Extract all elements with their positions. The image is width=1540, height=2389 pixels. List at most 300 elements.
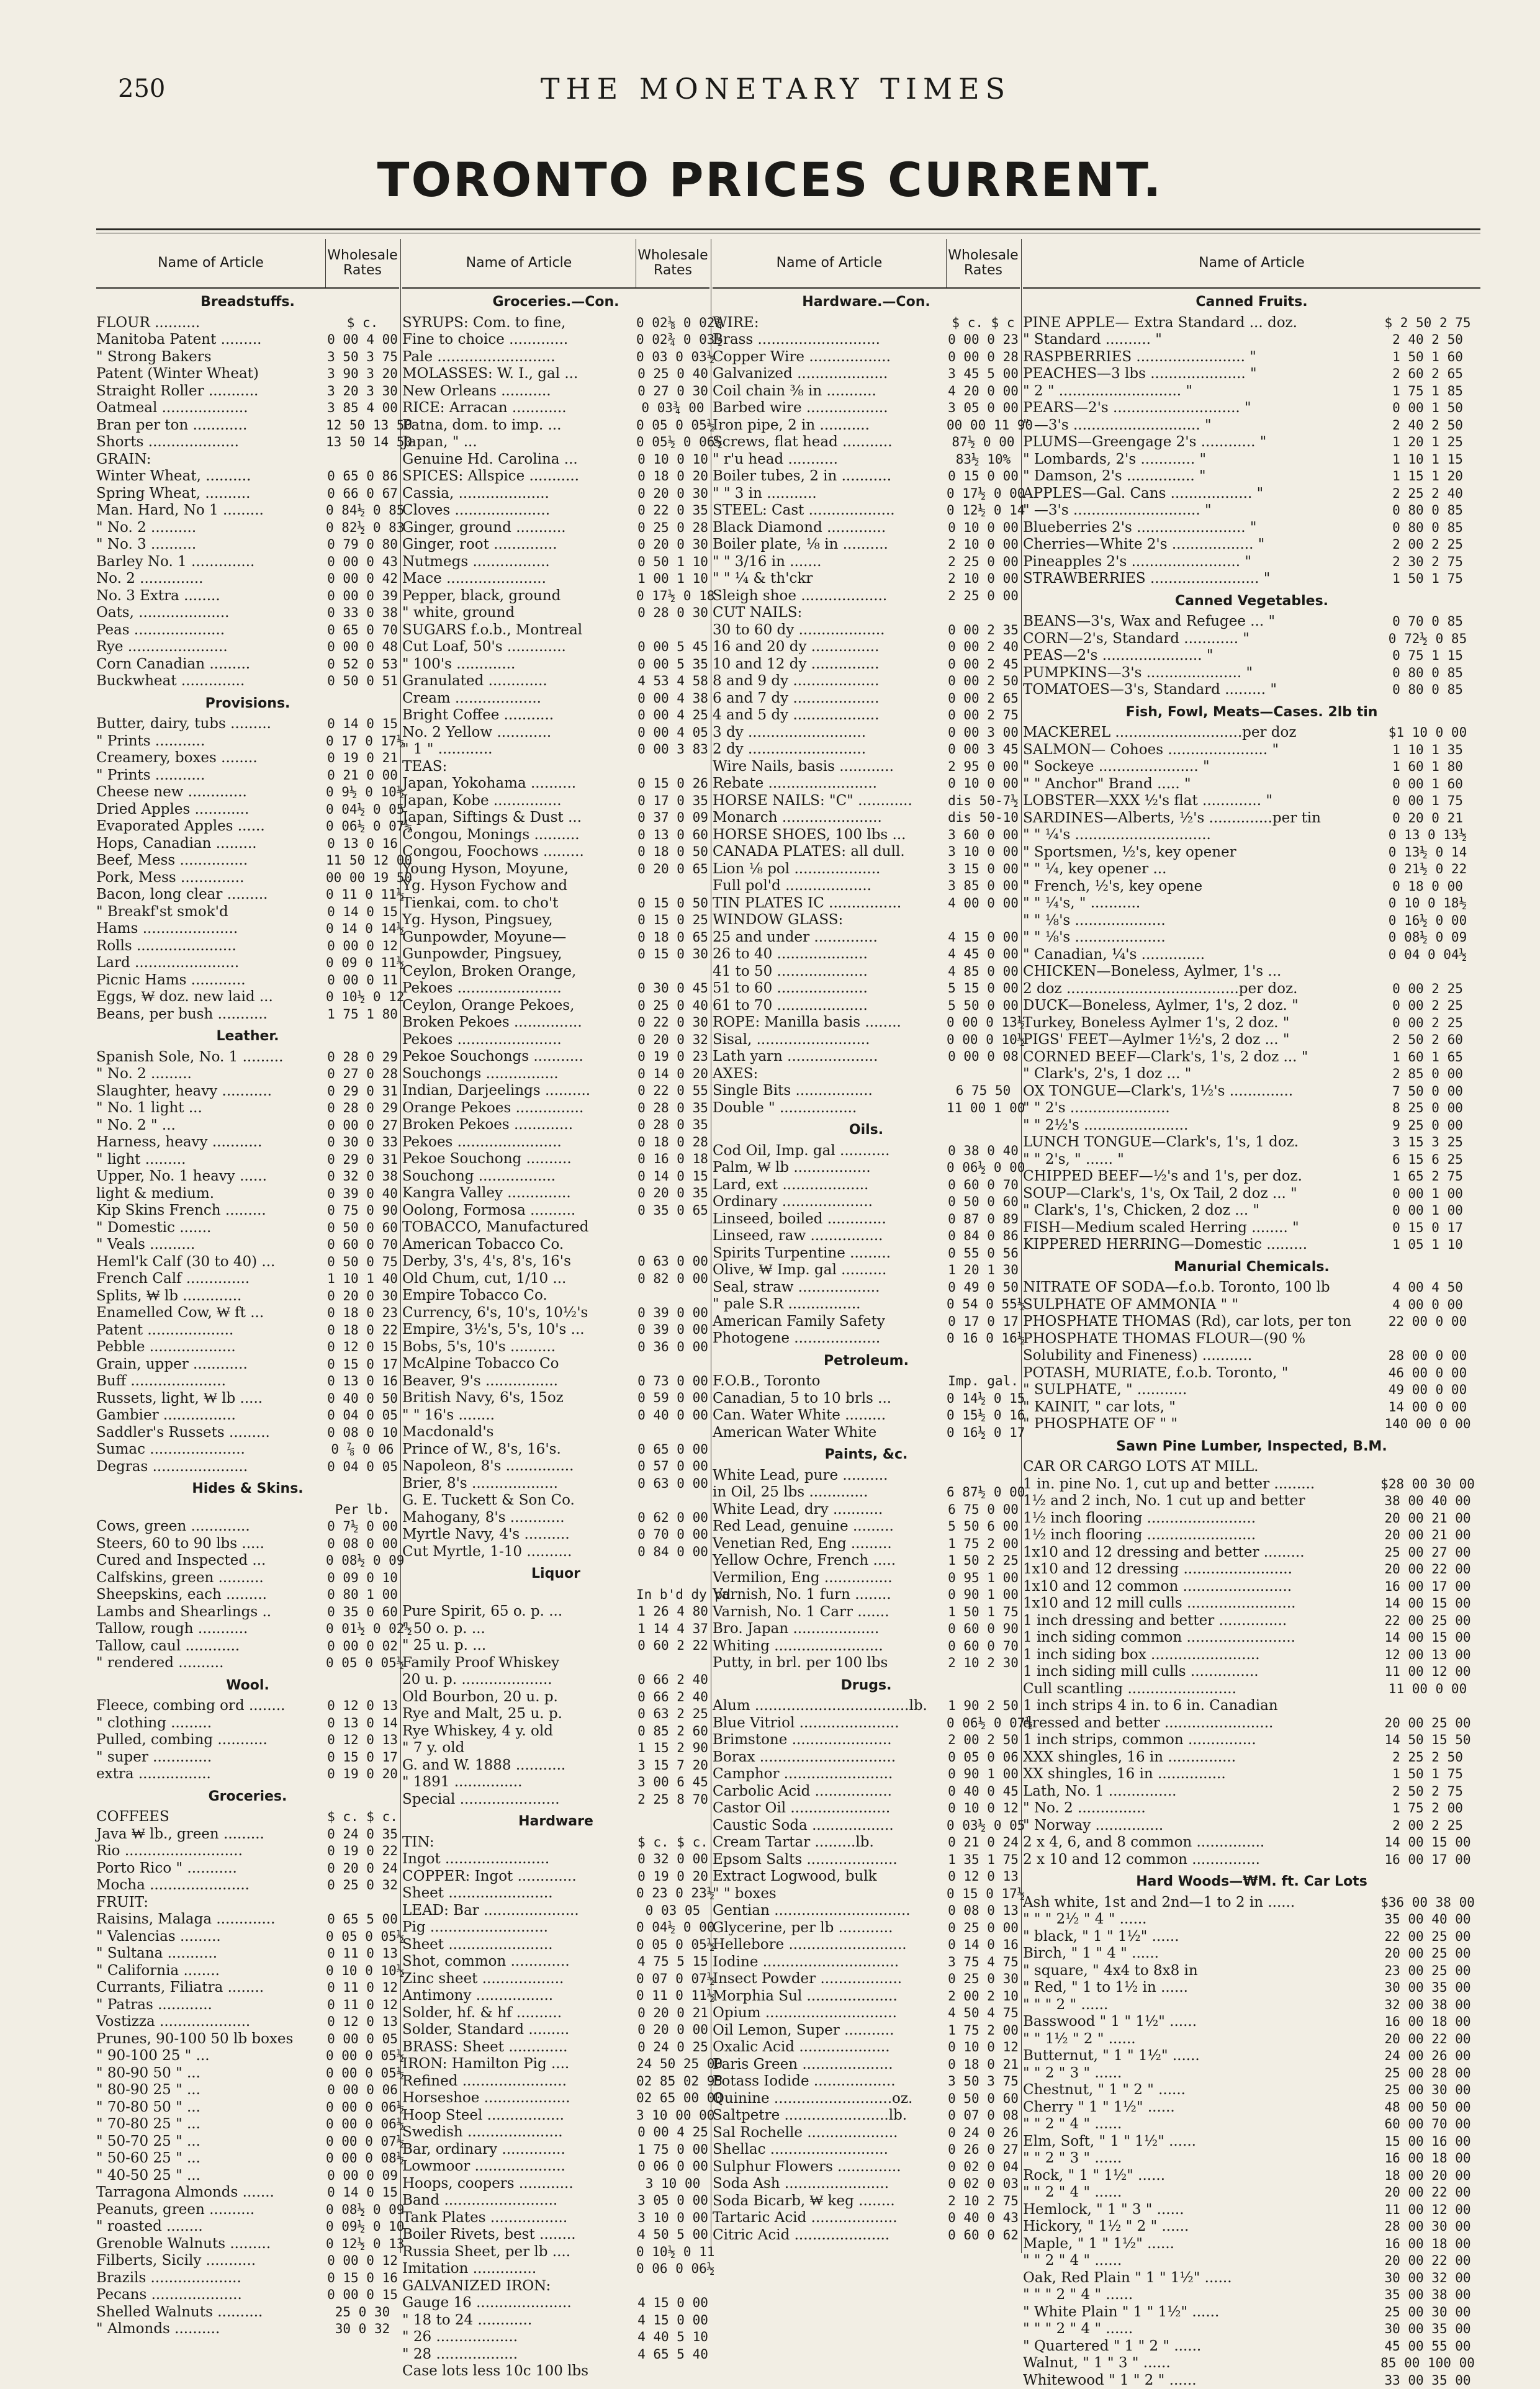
article-name: Filberts, Sicily ........... <box>96 2252 326 2270</box>
article-rate: 3 10 00 <box>636 2175 709 2193</box>
article-rate: 4 50 4 75 <box>947 2005 1020 2022</box>
article-name: Pure Spirit, 65 o. p. ... <box>402 1603 636 1621</box>
article-name: " " 2½'s ....................... <box>1023 1117 1375 1135</box>
article-name: " 40-50 25 " ... <box>96 2167 326 2185</box>
article-name: American Tobacco Co. <box>402 1236 636 1254</box>
article-rate: 1 05 1 10 <box>1375 1236 1480 1254</box>
article-name: " French, ½'s, key opene <box>1023 878 1375 896</box>
article-name: Cherry " 1 " 1½" ...... <box>1023 2099 1375 2117</box>
article-name: Spring Wheat, .......... <box>96 485 326 503</box>
article-rate: 0 19 0 23 <box>636 1048 709 1066</box>
price-row <box>402 997 709 1015</box>
name-header: Name of Article <box>402 254 636 272</box>
price-row <box>96 349 399 366</box>
article-name: " " 3/16 in ....... <box>713 554 947 571</box>
article-name: " r'u head ........... <box>713 451 947 469</box>
column-4-list <box>1023 294 1480 2389</box>
price-row <box>713 1262 1020 1279</box>
article-rate: 0 17 0 17 <box>947 1313 1020 1331</box>
article-name: " Red, " 1 to 1½ in ...... <box>1023 1979 1375 1997</box>
article-name: Glycerine, per lb ............ <box>713 1920 947 1937</box>
article-name: PLUMS—Greengage 2's ............ " <box>1023 434 1375 451</box>
price-row <box>402 1253 709 1271</box>
price-row <box>1023 417 1480 434</box>
article-rate: 1 60 1 80 <box>1375 758 1480 776</box>
article-rate: 0 04½ 0 05 <box>326 801 399 819</box>
article-rate: 0 80 0 85 <box>1375 682 1480 699</box>
price-row <box>402 331 709 349</box>
article-name: Ceylon, Orange Pekoes, <box>402 997 636 1015</box>
price-row <box>713 2125 1020 2142</box>
article-name: 1 inch siding mill culls ............... <box>1023 1663 1375 1681</box>
article-rate: 1 15 2 90 <box>636 1740 709 1757</box>
article-rate: 8 25 0 00 <box>1375 1100 1480 1117</box>
article-rate: 0 00 4 00 <box>326 331 399 349</box>
article-name: CANADA PLATES: all dull. <box>713 844 947 861</box>
article-name: Solubility and Fineness) ........... <box>1023 1347 1375 1365</box>
price-row <box>713 383 1020 400</box>
article-rate: 0 20 0 65 <box>636 861 709 878</box>
price-row <box>1023 963 1480 981</box>
article-name: " clothing ......... <box>96 1715 326 1732</box>
article-rate: 0 50 0 75 <box>326 1254 399 1271</box>
price-row <box>713 1570 1020 1587</box>
article-rate: 0 02¾ 0 03½ <box>636 331 709 349</box>
article-name: Kangra Valley .............. <box>402 1185 636 1202</box>
article-name: Caustic Soda .................. <box>713 1817 947 1835</box>
article-rate: 0 14 0 16 <box>947 1937 1020 1954</box>
article-rate: 0 87 0 89 <box>947 1211 1020 1228</box>
article-name: CORNED BEEF—Clark's, 1's, 2 doz ... " <box>1023 1049 1375 1066</box>
article-name: Heml'k Calf (30 to 40) ... <box>96 1254 326 1271</box>
article-rate: 30 0 32 <box>326 2321 399 2338</box>
article-rate: 4 00 4 50 <box>1375 1279 1480 1297</box>
article-rate: 0 09 0 11½ <box>326 955 399 972</box>
price-row <box>1023 1851 1480 1869</box>
article-name: CUT NAILS: <box>713 605 947 622</box>
price-row <box>713 2022 1020 2040</box>
article-name: 51 to 60 .................... <box>713 980 947 997</box>
article-rate: 0 63 0 00 <box>636 1475 709 1493</box>
article-name: Cherries—White 2's .................. " <box>1023 536 1375 554</box>
price-row <box>713 1604 1020 1621</box>
price-row <box>96 434 399 451</box>
article-rate: 0 82½ 0 83 <box>326 520 399 537</box>
price-row <box>1023 827 1480 844</box>
article-name: Butter, dairy, tubs ......... <box>96 716 326 733</box>
article-rate: 30 00 35 00 <box>1375 1979 1480 1997</box>
price-row <box>402 1851 709 1868</box>
article-name: " 70-80 25 " ... <box>96 2116 326 2133</box>
column-header <box>402 239 709 289</box>
price-row <box>402 451 709 469</box>
price-row <box>713 400 1020 417</box>
article-rate: 0 10 0 10 <box>636 451 709 469</box>
article-name: PEAS—2's ...................... " <box>1023 647 1375 665</box>
article-rate: 0 23 0 23½ <box>636 1885 709 1902</box>
article-name: Rye and Malt, 25 u. p. <box>402 1706 636 1723</box>
price-row <box>402 1740 709 1757</box>
article-name: Sleigh shoe ................... <box>713 588 947 605</box>
price-row <box>1023 1117 1480 1135</box>
article-name: Brazils .................... <box>96 2270 326 2287</box>
article-name: 8 and 9 dy ................... <box>713 673 947 690</box>
price-row <box>96 1441 399 1459</box>
price-row <box>713 1715 1020 1732</box>
article-name: Cows, green ............. <box>96 1518 326 1536</box>
price-row <box>402 1151 709 1168</box>
article-name: Cheese new ............. <box>96 784 326 801</box>
article-rate: 0 15 0 17 <box>326 1749 399 1766</box>
article-name: No. 2 .............. <box>96 570 326 588</box>
price-row <box>713 434 1020 451</box>
column-divider <box>400 239 401 2253</box>
article-name: Vostizza .................... <box>96 2013 326 2031</box>
article-rate: 0 03 05 <box>636 1902 709 1920</box>
article-rate: 4 00 0 00 <box>947 895 1020 912</box>
article-name: Castor Oil ...................... <box>713 1800 947 1817</box>
article-name: FISH—Medium scaled Herring ........ " <box>1023 1220 1375 1237</box>
article-name: XX shingles, 16 in ............... <box>1023 1766 1375 1783</box>
article-rate: 0 03¾ 00 <box>636 400 709 417</box>
price-row <box>1023 2082 1480 2099</box>
article-name: Camphor ........................ <box>713 1766 947 1783</box>
price-row <box>713 1228 1020 1245</box>
section-heading: Provisions. <box>96 695 399 713</box>
article-rate: 20 00 22 00 <box>1375 2031 1480 2048</box>
section-heading: Petroleum. <box>713 1352 1020 1370</box>
article-rate: 0 15 0 26 <box>636 775 709 793</box>
article-name: Derby, 3's, 4's, 8's, 16's <box>402 1253 636 1271</box>
price-row <box>713 1177 1020 1194</box>
article-name: Slaughter, heavy ........... <box>96 1083 326 1100</box>
article-rate: In b'd dy pd <box>636 1586 709 1604</box>
article-rate: 0 12 0 13 <box>326 1732 399 1749</box>
article-name: " black, " 1 " 1½" ...... <box>1023 1928 1375 1946</box>
price-row <box>713 1886 1020 1903</box>
price-row <box>713 1390 1020 1408</box>
price-row <box>713 554 1020 571</box>
price-row <box>713 588 1020 605</box>
price-row <box>402 2073 709 2090</box>
article-rate: 0 00 0 48 <box>326 639 399 656</box>
price-row <box>96 1322 399 1339</box>
article-name: " 26 .................. <box>402 2329 636 2346</box>
article-name: GRAIN: <box>96 451 326 469</box>
article-rate: 38 00 40 00 <box>1375 1493 1480 1510</box>
price-row <box>1023 647 1480 665</box>
price-row <box>96 570 399 588</box>
article-name: " " 2 " 4 " ...... <box>1023 2116 1375 2133</box>
article-rate: 0 10 0 10½ <box>326 1963 399 1980</box>
article-rate: 0 21 0 00 <box>326 767 399 785</box>
article-name: Red Lead, genuine ......... <box>713 1518 947 1536</box>
article-name: Sulphur Flowers .............. <box>713 2159 947 2176</box>
article-rate: 0 57 0 00 <box>636 1458 709 1475</box>
price-row <box>713 1698 1020 1715</box>
article-name: BEANS—3's, Wax and Refugee ... " <box>1023 613 1375 631</box>
article-rate: 0 00 0 28 <box>947 349 1020 366</box>
article-name: 1½ inch flooring ........................ <box>1023 1510 1375 1527</box>
article-name: Maple, " 1 " 1½" ...... <box>1023 2236 1375 2253</box>
article-rate: 3 15 7 20 <box>636 1757 709 1775</box>
price-row <box>1023 2372 1480 2389</box>
article-name: " 50-70 25 " ... <box>96 2133 326 2151</box>
price-row <box>713 963 1020 981</box>
price-row <box>402 2039 709 2056</box>
article-rate: 1 75 2 00 <box>947 1536 1020 1553</box>
column-header <box>96 239 399 289</box>
section-heading: Wool. <box>96 1677 399 1694</box>
price-row <box>1023 2150 1480 2167</box>
price-row <box>402 1066 709 1083</box>
article-rate: 22 00 25 00 <box>1375 1613 1480 1630</box>
article-rate: 0 22 0 55 <box>636 1082 709 1100</box>
price-row <box>1023 2013 1480 2031</box>
price-row <box>402 2312 709 2329</box>
price-row <box>402 639 709 656</box>
article-rate: 83½ 10% <box>947 451 1020 469</box>
price-row <box>1023 1629 1480 1647</box>
article-name: Corn Canadian ......... <box>96 656 326 673</box>
price-row <box>1023 1236 1480 1254</box>
price-row <box>402 1390 709 1407</box>
article-name: Iodine .............................. <box>713 1954 947 1971</box>
article-name: Cassia, .................... <box>402 485 636 503</box>
article-name: Porto Rico " ........... <box>96 1860 326 1878</box>
article-rate: 1 15 1 20 <box>1375 468 1480 485</box>
page-header <box>93 70 1459 107</box>
article-rate: 0 20 0 30 <box>326 1288 399 1305</box>
article-name: Beaver, 9's ................ <box>402 1373 636 1390</box>
article-name: Macdonald's <box>402 1424 636 1441</box>
article-name: STRAWBERRIES ........................ " <box>1023 570 1375 588</box>
price-row <box>713 1868 1020 1886</box>
article-name: " Norway ............... <box>1023 1817 1375 1835</box>
article-rate: 0 00 2 45 <box>947 656 1020 673</box>
section-heading: Hard Woods—₩M. ft. Car Lots <box>1023 1873 1480 1891</box>
price-row <box>96 801 399 819</box>
price-row <box>96 2184 399 2202</box>
article-rate: 0 11 0 12 <box>326 1979 399 1997</box>
article-rate: 4 20 0 00 <box>947 383 1020 400</box>
price-row <box>713 1834 1020 1851</box>
article-name: Elm, Soft, " 1 " 1½" ...... <box>1023 2133 1375 2151</box>
article-name: SYRUPS: Com. to fine, <box>402 315 636 332</box>
section-heading: Manurial Chemicals. <box>1023 1259 1480 1276</box>
article-rate: 0 17½ 0 00 <box>947 485 1020 503</box>
price-row <box>96 1220 399 1237</box>
article-rate: 0 14 0 20 <box>636 1066 709 1083</box>
price-row <box>713 1159 1020 1177</box>
article-rate: 0 70 0 00 <box>636 1526 709 1544</box>
article-name: Orange Pekoes ............... <box>402 1100 636 1117</box>
article-rate: 0 16 0 18 <box>636 1151 709 1168</box>
price-row <box>713 2107 1020 2125</box>
article-rate: 0 60 0 70 <box>947 1177 1020 1194</box>
article-name: Currants, Filiatra ........ <box>96 1979 326 1997</box>
price-row <box>1023 1963 1480 1980</box>
article-rate: 2 95 0 00 <box>947 758 1020 776</box>
article-rate: 0 30 0 33 <box>326 1134 399 1151</box>
article-name: Mace ...................... <box>402 570 636 588</box>
price-row <box>402 2346 709 2364</box>
article-rate: 0 24 0 26 <box>947 2125 1020 2142</box>
article-name: PHOSPHATE THOMAS (Rd), car lots, per ton <box>1023 1313 1375 1331</box>
article-rate: 1 50 1 75 <box>1375 1766 1480 1783</box>
article-name: 2 doz ......................................per doz. <box>1023 981 1375 998</box>
article-rate: 2 25 2 50 <box>1375 1749 1480 1766</box>
article-rate: 0 20 0 21 <box>1375 810 1480 827</box>
page-title: TORONTO PRICES CURRENT. <box>0 152 1540 207</box>
article-rate: 25 00 30 00 <box>1375 2082 1480 2099</box>
article-rate: 3 45 5 00 <box>947 366 1020 383</box>
article-name: " Lombards, 2's ............ " <box>1023 451 1375 469</box>
article-rate: $36 00 38 00 <box>1375 1894 1480 1912</box>
price-row <box>713 2141 1020 2159</box>
price-row <box>1023 1220 1480 1237</box>
article-name: IRON: Hamilton Pig .... <box>402 2056 636 2073</box>
article-name: Epsom Salts .................... <box>713 1851 947 1869</box>
article-name: PEACHES—3 lbs ..................... " <box>1023 366 1375 383</box>
article-name: Photogene ................... <box>713 1330 947 1347</box>
article-rate: 0 13 0 60 <box>636 827 709 844</box>
price-row <box>96 2321 399 2338</box>
article-rate: 0 15 0 25 <box>636 912 709 929</box>
price-row <box>713 1655 1020 1672</box>
page-number: 250 <box>118 74 165 103</box>
article-name: Evaporated Apples ...... <box>96 818 326 835</box>
price-row <box>402 775 709 793</box>
article-name: Canadian, 5 to 10 brls ... <box>713 1390 947 1408</box>
article-name: Patna, dom. to imp. ... <box>402 417 636 434</box>
price-row <box>402 1603 709 1621</box>
price-row <box>713 536 1020 554</box>
price-row <box>713 912 1020 929</box>
price-row <box>713 741 1020 758</box>
price-row <box>1023 793 1480 810</box>
article-name: " White Plain " 1 " 1½" ...... <box>1023 2304 1375 2321</box>
column-1 <box>96 239 399 2253</box>
article-rate: 0 28 0 29 <box>326 1100 399 1117</box>
price-row <box>713 2056 1020 2074</box>
price-row <box>1023 1698 1480 1715</box>
article-rate: 0 25 0 32 <box>326 1877 399 1894</box>
article-rate: 0 40 0 43 <box>947 2210 1020 2227</box>
article-rate: 1 14 4 37 <box>636 1621 709 1638</box>
price-row <box>1023 1663 1480 1681</box>
article-rate: 24 00 26 00 <box>1375 2048 1480 2065</box>
article-rate: 0 18 0 23 <box>326 1305 399 1322</box>
price-row <box>402 1655 709 1672</box>
article-rate: 24 50 25 00 <box>636 2056 709 2073</box>
article-name: 16 and 20 dy ............... <box>713 639 947 656</box>
price-row <box>1023 1715 1480 1732</box>
price-row <box>402 844 709 861</box>
price-row <box>402 2210 709 2227</box>
price-row <box>1023 895 1480 912</box>
price-row <box>402 946 709 963</box>
article-name: Swedish ..................... <box>402 2124 636 2141</box>
price-row <box>402 2278 709 2295</box>
price-row <box>713 1330 1020 1347</box>
price-row <box>402 707 709 724</box>
article-rate: 14 50 15 50 <box>1375 1732 1480 1749</box>
article-rate: 6 87½ 0 00 <box>947 1484 1020 1501</box>
article-name: Manitoba Patent ......... <box>96 331 326 349</box>
article-name: CAR OR CARGO LOTS AT MILL. <box>1023 1459 1375 1476</box>
article-rate: 0 00 3 45 <box>947 741 1020 758</box>
price-row <box>96 366 399 383</box>
price-row <box>1023 2133 1480 2151</box>
article-name: Tienkai, com. to cho't <box>402 895 636 912</box>
article-rate: 0 33 0 38 <box>326 605 399 622</box>
price-row <box>1023 1168 1480 1186</box>
price-row <box>1023 1595 1480 1613</box>
article-name: " rendered .......... <box>96 1655 326 1672</box>
article-rate: 0 00 4 25 <box>636 707 709 724</box>
article-rate: 2 00 2 50 <box>947 1732 1020 1749</box>
article-name: BRASS: Sheet ............. <box>402 2039 636 2056</box>
price-row <box>1023 1800 1480 1817</box>
price-row <box>402 2022 709 2039</box>
article-rate: 0 00 4 38 <box>636 690 709 708</box>
article-rate: 0 15 0 17½ <box>947 1886 1020 1903</box>
article-name: Lion ⅛ pol ................... <box>713 861 947 878</box>
article-name: RICE: Arracan ............ <box>402 400 636 417</box>
price-row <box>1023 536 1480 554</box>
article-rate: 0 04 0 05 <box>326 1459 399 1476</box>
article-rate: $ c. $ c <box>947 315 1020 332</box>
article-rate: 1 50 2 25 <box>947 1552 1020 1570</box>
article-name: Mahogany, 8's ............ <box>402 1509 636 1527</box>
article-name: " 2 " ........................... " <box>1023 383 1375 400</box>
article-name: Ingot ....................... <box>402 1851 636 1868</box>
article-rate: 3 15 0 00 <box>947 861 1020 878</box>
price-row <box>402 1100 709 1117</box>
rates-header: Wholesale Rates <box>325 239 399 287</box>
article-name: Lard, ext ................... <box>713 1177 947 1194</box>
article-name: Prince of W., 8's, 16's. <box>402 1441 636 1459</box>
article-name: Citric Acid ..................... <box>713 2227 947 2244</box>
article-name: Patent ................... <box>96 1322 326 1339</box>
article-rate: 0 14 0 14½ <box>326 920 399 938</box>
price-row <box>1023 1100 1480 1117</box>
price-row <box>402 2295 709 2312</box>
article-rate: 0 04½ 0 00 <box>636 1919 709 1937</box>
article-name: Solder, hf. & hf .......... <box>402 2005 636 2022</box>
article-rate: 1 65 2 75 <box>1375 1168 1480 1186</box>
price-row <box>1023 1066 1480 1083</box>
price-row <box>96 520 399 537</box>
article-name: Saddler's Russets ......... <box>96 1424 326 1442</box>
price-row <box>402 2090 709 2107</box>
article-name: PINE APPLE— Extra Standard ... doz. <box>1023 315 1375 332</box>
price-row <box>402 400 709 417</box>
article-name: Currency, 6's, 10's, 10½'s <box>402 1305 636 1322</box>
price-row <box>713 1937 1020 1954</box>
article-name: Hellebore .......................... <box>713 1937 947 1954</box>
article-rate: 0 20 0 30 <box>636 536 709 554</box>
article-rate: 25 00 28 00 <box>1375 2065 1480 2082</box>
article-rate: dis 50-10 <box>947 809 1020 827</box>
article-rate: 0 25 0 40 <box>636 366 709 383</box>
article-name: " Domestic ....... <box>96 1220 326 1237</box>
price-row <box>402 673 709 690</box>
article-name: Birch, " 1 " 4 " ...... <box>1023 1945 1375 1963</box>
article-rate: 0 66 2 40 <box>636 1671 709 1689</box>
article-rate: 2 60 2 65 <box>1375 366 1480 383</box>
